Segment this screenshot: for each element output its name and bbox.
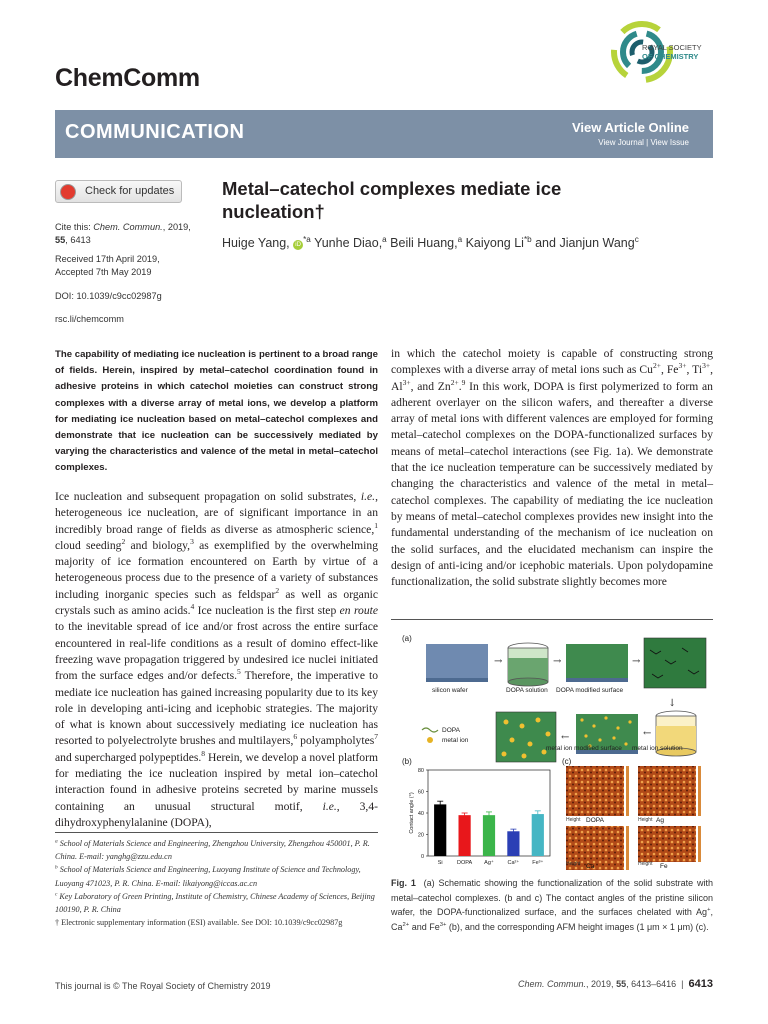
rsc-logo: [602, 14, 722, 96]
journal-name: ChemComm: [55, 64, 200, 92]
check-updates-label: Check for updates: [85, 185, 175, 197]
label-silicon-wafer: silicon wafer: [432, 687, 468, 694]
panel-b-label: (b): [402, 757, 412, 766]
author-name[interactable]: and Jianjun Wang: [535, 236, 635, 250]
footnote-affiliation: $^a$ School of Materials Science and Engineering, Zhengzhou University, Zhengzhou 450001, P. R. China. E-mail: yanghg@zzu.edu.cn: [55, 838, 370, 862]
bar: [483, 815, 495, 856]
label-dopa-surface: DOPA modified surface: [556, 687, 624, 694]
x-tick-label: Fe³⁺: [532, 860, 544, 866]
citation: Cite this: Chem. Commun., 2019, 55, 6413: [55, 222, 191, 245]
label-metal-surface: metal ion modified surface: [546, 745, 622, 752]
esi-note: † Electronic supplementary information (ESI) available. See DOI: 10.1039/c9cc02987g: [55, 918, 343, 928]
afm-label-fe: Fe: [660, 863, 668, 870]
journal-url[interactable]: rsc.li/chemcomm: [55, 314, 124, 324]
page-number: 6413: [688, 978, 713, 990]
y-tick-label: 60: [417, 789, 424, 796]
svg-text:Height: Height: [566, 861, 581, 867]
svg-text:Height: Height: [638, 861, 653, 867]
arrow-icon: →: [494, 656, 503, 667]
view-journal-issue-links[interactable]: View Journal | View Issue: [598, 138, 689, 147]
author-name[interactable]: Beili Huang,: [390, 236, 458, 250]
logo-text-1: ROYAL SOCIETY: [642, 43, 702, 52]
y-tick-label: 80: [417, 768, 424, 774]
x-tick-label: DOPA: [457, 860, 473, 866]
arrow-icon: →: [632, 656, 641, 667]
doi[interactable]: DOI: 10.1039/c9cc02987g: [55, 291, 162, 301]
figure-1: [400, 630, 712, 870]
bar: [532, 814, 544, 856]
arrow-icon: →: [553, 656, 562, 667]
label-dopa-solution: DOPA solution: [506, 687, 548, 694]
y-tick-label: 40: [417, 811, 424, 817]
footnote-affiliation: $^b$ School of Materials Science and Engineering, Luoyang Institute of Science and Technology, Luoyang 471023, P. R. China. E-mail: likaiyong@iccas.ac.cn: [55, 864, 361, 888]
afm-image-ca: [566, 826, 629, 870]
abstract: The capability of mediating ice nucleation is pertinent to a broad range of fields. Herein, inspired by metal–catechol coordination found in adhesive proteins in which catechol moieties can construct strong complexes with a diverse array of metal ions, we develop a platform for mediating ice nucleation based on metal–catechol complexes and demonstrate that ice nucleation can be successively mediated by varying the characteristics and valence of the metal in metal–catechol complexes.: [55, 349, 378, 474]
author-name[interactable]: Yunhe Diao,: [314, 236, 383, 250]
orcid-icon[interactable]: iD: [293, 240, 303, 250]
received-date: Received 17th April 2019,: [55, 254, 160, 264]
label-metal-solution: metal ion solution: [632, 745, 683, 752]
legend-metal-ion: metal ion: [442, 737, 469, 744]
silicon-wafer-illustration: [426, 644, 488, 682]
y-axis-label: Contact angle (°): [409, 792, 415, 834]
bar: [459, 815, 471, 856]
intro-paragraph: Ice nucleation and subsequent propagation on solid substrates, i.e., heterogeneous ice nucleation, are of significant importance in an incredibly broad range of fields as diverse as atmospheric science,$^1$ cloud seeding$^2$ and biology,$^3$ as exemplified by the overwhelming majority of ice formation encountered on Earth by virtue of a heterogeneous process due to the presence of a variety of substances including inorganic species such as feldspar$^2$ as well as organic crystals such as amino acids.$^4$ Ice nucleation is the first step en route to the inevitable spread of ice and/or frost across the entire surface encountered in real-life conditions as a result of domino effect-like freezing wave propagation triggered by undesired ice nuclei initiated from the surface edges and/or defects.$^5$ Therefore, the imperative to mediate ice nucleation has gained increasing popularity due to its key role in developing anti-icing and icephobic strategies. The majority of what is known about successively mediating ice nucleation has resorted to polyelectrolyte brushes and multilayers,$^6$ polyampholytes$^7$ and supercharged polypeptides.$^8$ Herein, we develop a novel platform for mediating the ice nucleation inspired by metal ion–catechol interaction found in adhesive proteins secreted by marine mussels containing an unusual structural motif, i.e., 3,4-dihydroxyphenylalanine (DOPA),: [55, 490, 379, 829]
page-footer: Chem. Commun., 2019, 55, 6413–6416 | 6413: [518, 978, 713, 990]
bar: [434, 804, 446, 856]
updates-icon: [60, 184, 76, 200]
footnote-divider: [55, 832, 378, 833]
right-column-text: in which the catechol moiety is capable of constructing strong complexes with a diverse array of metal ions such as $Cu^{2+}$, $Fe^{3+}$, $Ti^{3+}$, $Al^{3+}$, and $Zn^{2+}.^9$ In this work, DOPA is first polymerized to form an adherent overlayer on the silicon wafers, and thereafter a diverse array of metal ions with different valences are employed for forming metal–catechol complexes on the DOPA-functionalized surfaces by means of metal–catechol interactions (see Fig. 1a). We demonstrate that the ice nucleation temperature can be successively mediated by changing the characteristics and valence of the metal in metal–catechol complexes. The capability of mediating the ice nucleation by means of metal–catechol complexes provides new insight into the fundamental understanding of the mechanism of ice nucleation on the solid surfaces, and the elucidated mechanism can inspire the design of anti-icing and/or icephobic materials. Upon polydopamine functionalization, the solid substrate slightly becomes more: [391, 347, 714, 589]
afm-label-ca: Ca: [586, 863, 595, 870]
x-tick-label: Si: [437, 860, 443, 866]
afm-image-dopa: [566, 766, 629, 824]
copyright-footer: This journal is © The Royal Society of Chemistry 2019: [55, 981, 271, 991]
legend-dopa: DOPA: [442, 727, 460, 734]
bar: [507, 831, 519, 856]
dopa-beaker-illustration: [508, 643, 548, 686]
afm-label-dopa: DOPA: [586, 817, 604, 824]
molecular-zoom-illustration: [644, 638, 706, 688]
footnotes: [55, 837, 378, 929]
metal-ion-legend-icon: [427, 737, 433, 743]
arrow-left-icon: ←: [561, 732, 570, 743]
x-tick-label: Ag⁺: [484, 860, 494, 866]
figure-caption: Fig. 1 (a) Schematic showing the functionalization of the solid substrate with metal–catechol complexes. (b and c) The contact angles of the pristine silicon wafer, the DOPA-functionalized surface, and the surfaces chelated with Ag+, $Ca^{2+}$ and $Fe^{3+}$ (b), and the corresponding AFM height images (1 μm × 1 μm) (c).: [391, 878, 713, 932]
footnote-affiliation: $^c$ Key Laboratory of Green Printing, Institute of Chemistry, Chinese Academy of Sciences, Beijing 100190, P. R. China: [55, 891, 375, 915]
article-type-banner: [55, 110, 713, 158]
arrow-down-icon: ↓: [668, 698, 677, 709]
author-name[interactable]: Kaiyong Li: [465, 236, 524, 250]
x-tick-label: Ca²⁺: [507, 860, 520, 866]
y-tick-label: 0: [420, 854, 424, 860]
afm-image-fe: [638, 826, 701, 870]
accepted-date: Accepted 7th May 2019: [55, 267, 152, 277]
panel-c-label: (c): [562, 757, 572, 766]
author-list: Huige Yang, $iD^{*a}$ Yunhe Diao,$^a$ Beili Huang,$^a$ Kaiyong Li$^{*b}$ and Jianjun Wang$^c$: [222, 234, 639, 250]
afm-image-ag: [638, 766, 701, 824]
y-tick-label: 20: [417, 832, 424, 839]
svg-text:Height: Height: [566, 817, 581, 823]
paper-title: Metal–catechol complexes mediate ice nucleation†: [222, 178, 562, 222]
view-article-online-link[interactable]: View Article Online: [571, 120, 689, 135]
article-type: COMMUNICATION: [65, 121, 245, 143]
contact-angle-chart: [409, 768, 550, 866]
afm-label-ag: Ag: [656, 817, 664, 824]
panel-a-label: (a): [402, 634, 412, 643]
figure-divider: [391, 619, 713, 620]
logo-text-2: OF CHEMISTRY: [642, 52, 699, 61]
dopa-surface-illustration: [566, 644, 628, 682]
author-name[interactable]: Huige Yang,: [222, 236, 290, 250]
svg-text:Height: Height: [638, 817, 653, 823]
check-for-updates-button[interactable]: [55, 180, 182, 203]
arrow-left-icon: ←: [643, 728, 652, 739]
dopa-legend-icon: [422, 728, 438, 732]
